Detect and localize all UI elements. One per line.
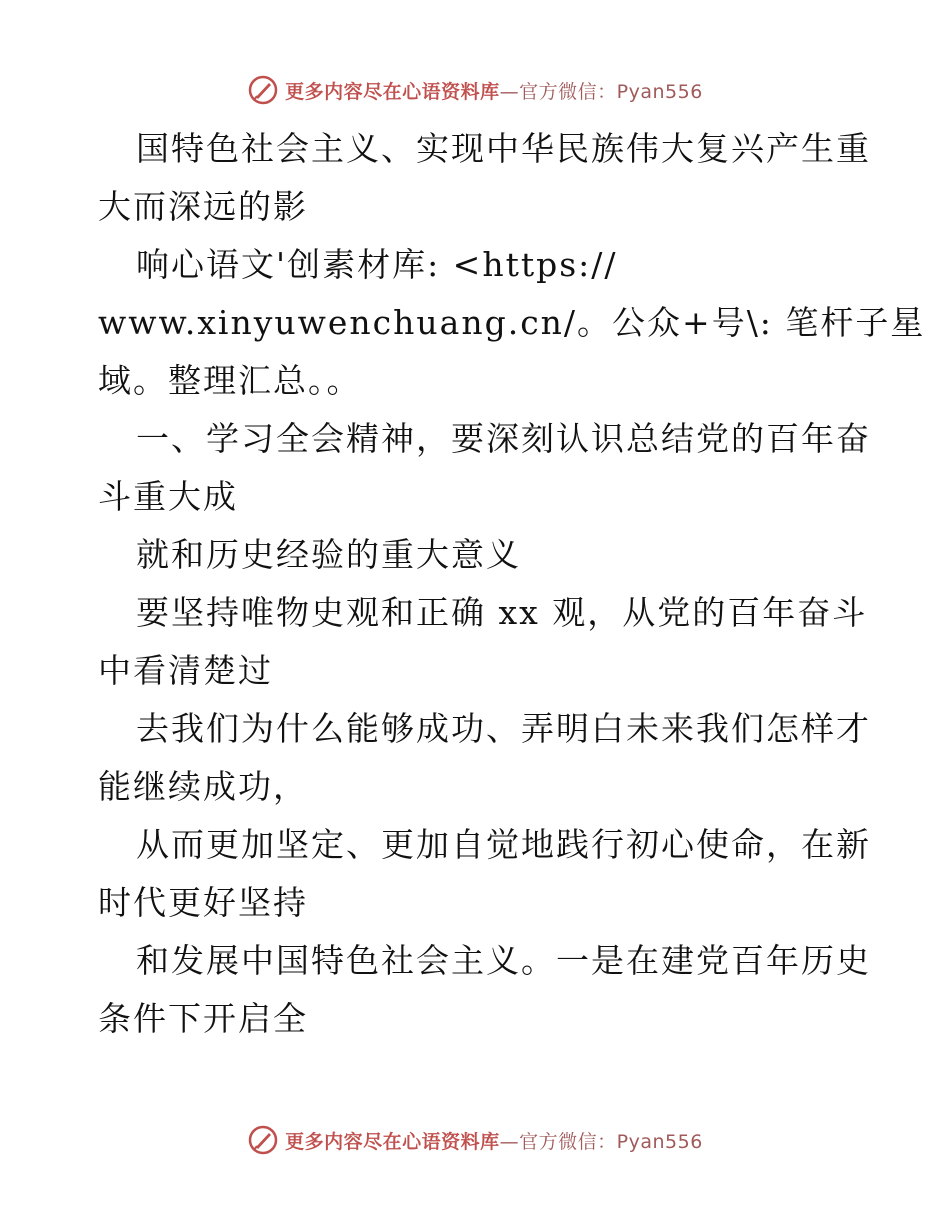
quill-logo-icon bbox=[247, 74, 279, 106]
body-line: 响心语文'创素材库: <https:// bbox=[136, 245, 618, 284]
body-line: 中看清楚过 bbox=[98, 651, 273, 690]
body-line: 国特色社会主义、实现中华民族伟大复兴产生重 bbox=[136, 129, 871, 168]
body-line: 域。整理汇总。。 bbox=[98, 361, 362, 400]
header-banner-text: 更多内容尽在心语资料库—官方微信：Pyan556 bbox=[285, 80, 703, 103]
body-line: 时代更好坚持 bbox=[98, 883, 308, 922]
footer-banner bbox=[0, 1120, 950, 1160]
body-line: 大而深远的影 bbox=[98, 187, 308, 226]
body-line: 要坚持唯物史观和正确 xx 观，从党的百年奋斗 bbox=[136, 593, 868, 632]
body-line: 从而更加坚定、更加自觉地践行初心使命，在新 bbox=[136, 825, 871, 864]
section-heading-line: 一、学习全会精神，要深刻认识总结党的百年奋 bbox=[136, 419, 871, 458]
body-line: 去我们为什么能够成功、弄明白未来我们怎样才 bbox=[136, 709, 871, 748]
document-body bbox=[98, 120, 926, 1048]
footer-banner-text: 更多内容尽在心语资料库—官方微信：Pyan556 bbox=[285, 1130, 703, 1153]
body-line: 能继续成功， bbox=[98, 767, 308, 806]
quill-logo-icon bbox=[247, 1124, 279, 1156]
header-banner bbox=[0, 70, 950, 110]
section-heading-line: 斗重大成 bbox=[98, 477, 238, 516]
body-line: 就和历史经验的重大意义 bbox=[136, 535, 521, 574]
body-line: 条件下开启全 bbox=[98, 999, 308, 1038]
body-line: www.xinyuwenchuang.cn/。公众+号\: 笔杆子星 bbox=[98, 303, 926, 342]
body-line: 和发展中国特色社会主义。一是在建党百年历史 bbox=[136, 941, 871, 980]
